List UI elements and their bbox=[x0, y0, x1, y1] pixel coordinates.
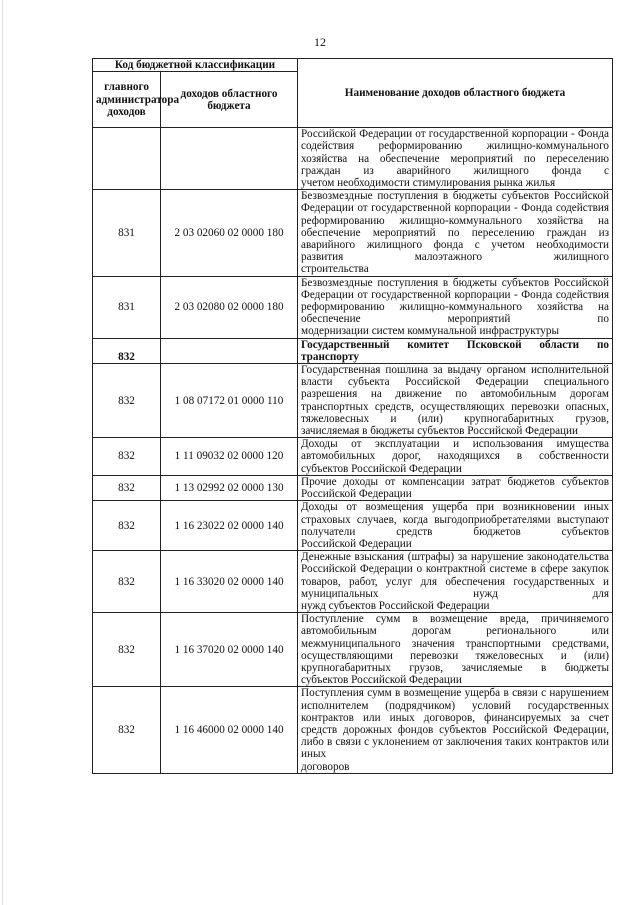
income-name-cell bbox=[298, 128, 613, 190]
table-row bbox=[93, 338, 613, 363]
admin-code-cell bbox=[93, 128, 161, 190]
income-name-text: транспорту bbox=[301, 350, 359, 363]
income-code-cell bbox=[161, 338, 298, 363]
income-name-cell bbox=[298, 190, 613, 276]
income-name-text: нужд субъектов Российской Федерации bbox=[301, 599, 490, 612]
table-row bbox=[93, 438, 613, 476]
income-name-text: Прочие доходы от компенсации затрат бюджетов субъектов bbox=[301, 475, 609, 488]
table-row bbox=[93, 364, 613, 438]
admin-code-cell: 832 bbox=[93, 687, 161, 773]
admin-code-cell: 831 bbox=[93, 190, 161, 276]
income-name-text: Государственный комитет Псковской области по bbox=[301, 338, 609, 351]
income-code-cell: 1 16 37020 02 0000 140 bbox=[161, 613, 298, 687]
table-row bbox=[93, 190, 613, 276]
income-name-cell bbox=[298, 687, 613, 773]
header-income-name: Наименование доходов областного бюджета bbox=[298, 59, 613, 128]
header-main-administrator: главного администратора доходов bbox=[93, 72, 161, 128]
admin-code-cell: 831 bbox=[93, 276, 161, 338]
admin-code-cell: 832 bbox=[93, 501, 161, 551]
table-row bbox=[93, 551, 613, 613]
income-name-text: учетом необходимости стимулирования рынка жилья bbox=[301, 177, 556, 190]
income-name-text: модернизации систем коммунальной инфраструктуры bbox=[301, 325, 560, 338]
table-row bbox=[93, 475, 613, 500]
income-name-text: Государственная пошлина за выдачу органом исполнительной власти субъекта Российской Федерации специального разрешения на движение по автомобильным дорогам транспортных средств, осуществляющих перевозки опасных, тяжеловесных и (или) крупногабаритных грузов, bbox=[301, 364, 609, 425]
table-row bbox=[93, 501, 613, 551]
header-regional-income: доходов областного бюджета bbox=[161, 72, 298, 128]
income-code-cell: 1 16 33020 02 0000 140 bbox=[161, 551, 298, 613]
table-row bbox=[93, 687, 613, 773]
income-name-text: Поступления сумм в возмещение ущерба в связи с нарушением исполнителем (подрядчиком) условий государственных контрактов или иных договоров, финансируемых за счет средств дорожных фондов субъектов Российской Федерации, либо в связи с уклонением от заключения таких контрактов или иных bbox=[301, 687, 609, 761]
income-name-cell bbox=[298, 438, 613, 476]
income-name-text: Российской Федерации bbox=[301, 488, 412, 501]
income-name-text: Поступление сумм в возмещение вреда, причиняемого автомобильным дорогам регионального или межмуниципального значения транспортными средствами, осуществляющими перевозки тяжеловесных и (или) крупногабаритных грузов, зачисляемые в бюджеты bbox=[301, 613, 609, 674]
income-code-cell: 1 13 02992 02 0000 130 bbox=[161, 475, 298, 500]
income-name-cell bbox=[298, 475, 613, 500]
income-name-text: Российской Федерации от государственной корпорации - Фонда содействия реформированию жилищно-коммунального хозяйства на обеспечение мероприятий по переселению граждан из аварийного жилищного фонда с bbox=[301, 128, 609, 177]
table-row bbox=[93, 613, 613, 687]
income-code-cell: 1 16 46000 02 0000 140 bbox=[161, 687, 298, 773]
income-code-cell: 1 16 23022 02 0000 140 bbox=[161, 501, 298, 551]
income-name-text: субъектов Российской Федерации bbox=[301, 674, 462, 687]
header-classification-code: Код бюджетной классификации bbox=[93, 59, 298, 72]
table-row bbox=[93, 128, 613, 190]
budget-classification-table bbox=[92, 58, 613, 774]
income-code-cell: 1 08 07172 01 0000 110 bbox=[161, 364, 298, 438]
income-name-text: договоров bbox=[301, 760, 350, 773]
income-name-cell bbox=[298, 613, 613, 687]
income-name-text: субъектов Российской Федерации bbox=[301, 462, 462, 475]
income-name-text: Безвозмездные поступления в бюджеты субъектов Российской Федерации от государственной корпорации - Фонда содействия реформированию жилищно-коммунального хозяйства на обеспечение мероприятий по bbox=[301, 276, 609, 326]
income-name-text: Доходы от возмещения ущерба при возникновении иных страховых случаев, когда выгодоприобретателями выступают получатели средств бюджетов субъектов bbox=[301, 501, 609, 538]
income-name-text: строительства bbox=[301, 263, 369, 276]
income-code-cell: 1 11 09032 02 0000 120 bbox=[161, 438, 298, 476]
admin-code-cell: 832 bbox=[93, 551, 161, 613]
income-name-cell bbox=[298, 551, 613, 613]
income-name-text: Безвозмездные поступления в бюджеты субъектов Российской Федерации от государственной корпорации - Фонда содействия реформированию жилищно-коммунального хозяйства на обеспечение мероприятий по переселению граждан из аварийного жилищного фонда с учетом необходимости развития малоэтажного жилищного bbox=[301, 190, 609, 264]
admin-code-cell: 832 bbox=[93, 613, 161, 687]
page-number: 12 bbox=[314, 35, 326, 49]
scan-edge-line bbox=[2, 0, 3, 905]
income-name-cell bbox=[298, 276, 613, 338]
admin-code-cell: 832 bbox=[93, 475, 161, 500]
income-name-text: Российской Федерации bbox=[301, 537, 412, 550]
income-code-cell bbox=[161, 128, 298, 190]
income-name-cell bbox=[298, 364, 613, 438]
admin-code-cell: 832 bbox=[93, 338, 161, 363]
income-code-cell: 2 03 02080 02 0000 180 bbox=[161, 276, 298, 338]
income-name-text: Доходы от эксплуатации и использования имущества автомобильных дорог, находящихся в собственности bbox=[301, 438, 609, 463]
table-row bbox=[93, 276, 613, 338]
income-name-cell bbox=[298, 338, 613, 363]
income-name-text: Денежные взыскания (штрафы) за нарушение законодательства Российской Федерации о контрактной системе в сфере закупок товаров, работ, услуг для обеспечения государственных и муниципальных нужд для bbox=[301, 551, 609, 600]
income-name-text: зачисляемая в бюджеты субъектов Российской Федерации bbox=[301, 425, 579, 438]
income-code-cell: 2 03 02060 02 0000 180 bbox=[161, 190, 298, 276]
income-name-cell bbox=[298, 501, 613, 551]
admin-code-cell: 832 bbox=[93, 364, 161, 438]
admin-code-cell: 832 bbox=[93, 438, 161, 476]
